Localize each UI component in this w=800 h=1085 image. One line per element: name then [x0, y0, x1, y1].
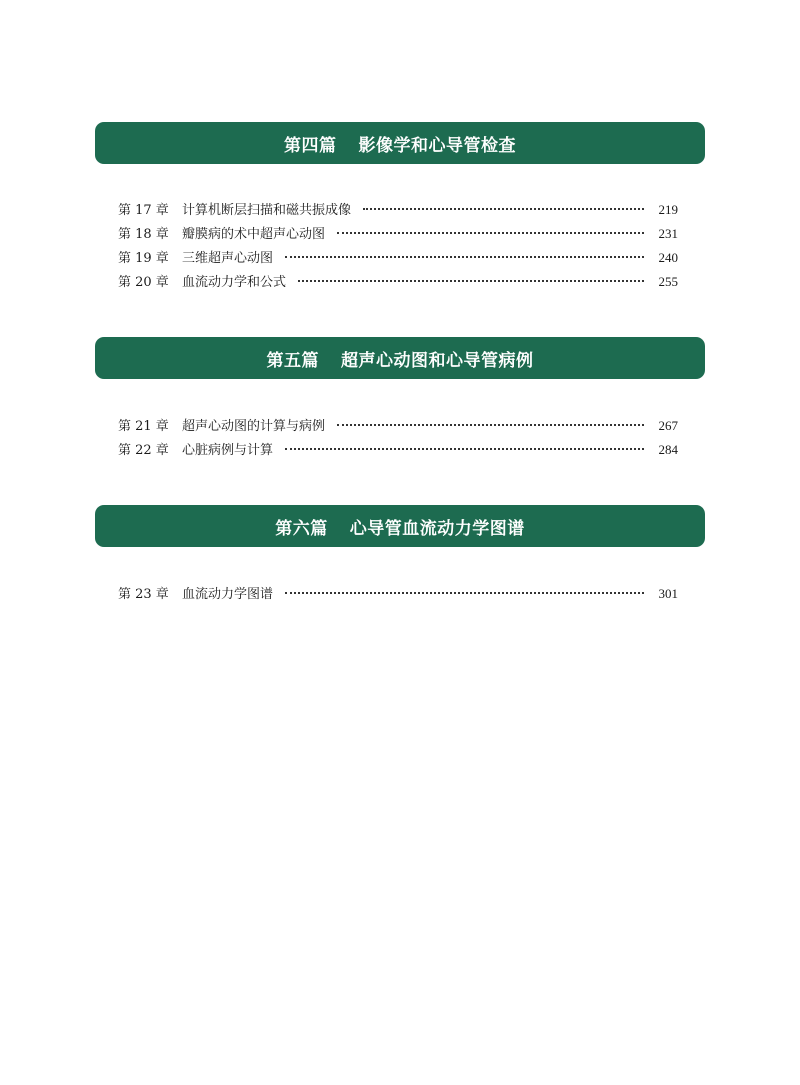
- chapter-title: 瓣膜病的术中超声心动图: [182, 227, 326, 242]
- dot-leader: [337, 232, 644, 234]
- part-number: 第六篇: [275, 518, 328, 539]
- page-number: 219: [658, 202, 678, 217]
- toc-entry[interactable]: [118, 414, 678, 438]
- toc-entry[interactable]: [118, 582, 678, 606]
- toc-entry[interactable]: [118, 270, 678, 294]
- toc-list-part-4: [118, 198, 678, 294]
- chapter-number: 第 23 章: [118, 587, 169, 602]
- page-number: 301: [658, 586, 678, 601]
- page-number: 240: [658, 250, 678, 265]
- dot-leader: [337, 424, 644, 426]
- chapter-number: 第 17 章: [118, 203, 169, 218]
- chapter-title: 计算机断层扫描和磁共振成像: [182, 203, 352, 218]
- chapter-number: 第 18 章: [118, 227, 169, 242]
- toc-entry[interactable]: [118, 438, 678, 462]
- chapter-title: 血流动力学图谱: [182, 587, 274, 602]
- chapter-title: 心脏病例与计算: [182, 443, 274, 458]
- chapter-number: 第 21 章: [118, 419, 169, 434]
- dot-leader: [285, 592, 644, 594]
- toc-list-part-6: [118, 582, 678, 606]
- dot-leader: [363, 208, 644, 210]
- part-title: 超声心动图和心导管病例: [341, 350, 534, 371]
- toc-entry[interactable]: [118, 222, 678, 246]
- toc-entry[interactable]: [118, 198, 678, 222]
- part-header-6: [95, 505, 705, 547]
- page-number: 255: [658, 274, 678, 289]
- chapter-number: 第 19 章: [118, 251, 169, 266]
- chapter-number: 第 20 章: [118, 275, 169, 290]
- part-title: 影像学和心导管检查: [358, 135, 516, 156]
- chapter-title: 超声心动图的计算与病例: [182, 419, 326, 434]
- part-header-5: [95, 337, 705, 379]
- page-number: 231: [658, 226, 678, 241]
- chapter-number: 第 22 章: [118, 443, 169, 458]
- part-number: 第四篇: [284, 135, 337, 156]
- dot-leader: [298, 280, 644, 282]
- part-title: 心导管血流动力学图谱: [349, 518, 525, 539]
- dot-leader: [285, 448, 644, 450]
- toc-list-part-5: [118, 414, 678, 462]
- dot-leader: [285, 256, 644, 258]
- page-number: 284: [658, 442, 678, 457]
- page-number: 267: [658, 418, 678, 433]
- part-header-4: [95, 122, 705, 164]
- part-number: 第五篇: [266, 350, 319, 371]
- chapter-title: 血流动力学和公式: [182, 275, 287, 290]
- chapter-title: 三维超声心动图: [182, 251, 274, 266]
- toc-entry[interactable]: [118, 246, 678, 270]
